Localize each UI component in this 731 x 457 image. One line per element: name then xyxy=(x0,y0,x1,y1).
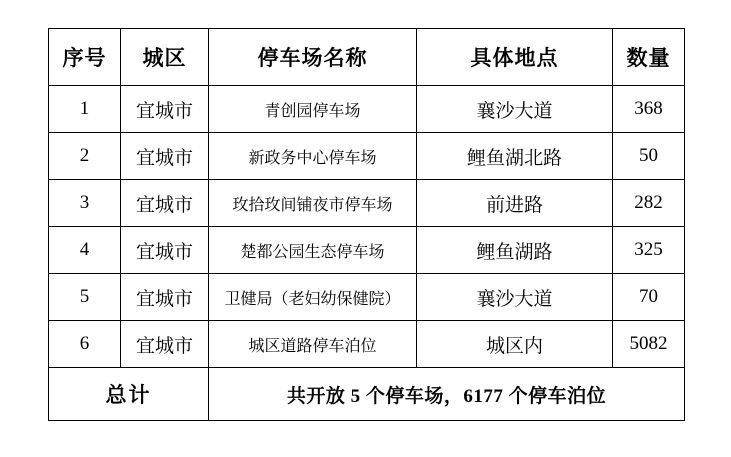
column-header-count: 数量 xyxy=(613,29,685,86)
cell-seq: 3 xyxy=(49,180,121,227)
cell-name: 城区道路停车泊位 xyxy=(209,321,417,368)
parking-lot-table xyxy=(48,28,685,421)
table-row xyxy=(49,321,685,368)
cell-count: 282 xyxy=(613,180,685,227)
table-total-row xyxy=(49,368,685,421)
cell-count: 325 xyxy=(613,227,685,274)
cell-district: 宜城市 xyxy=(121,274,209,321)
table-row xyxy=(49,274,685,321)
cell-seq: 2 xyxy=(49,133,121,180)
cell-location: 鲤鱼湖路 xyxy=(417,227,613,274)
cell-count: 368 xyxy=(613,86,685,133)
cell-name: 卫健局（老妇幼保健院） xyxy=(209,274,417,321)
cell-seq: 6 xyxy=(49,321,121,368)
table-row xyxy=(49,227,685,274)
cell-location: 鲤鱼湖北路 xyxy=(417,133,613,180)
cell-location: 前进路 xyxy=(417,180,613,227)
cell-location: 襄沙大道 xyxy=(417,86,613,133)
cell-district: 宜城市 xyxy=(121,86,209,133)
cell-district: 宜城市 xyxy=(121,180,209,227)
table-row xyxy=(49,133,685,180)
cell-location: 襄沙大道 xyxy=(417,274,613,321)
column-header-location: 具体地点 xyxy=(417,29,613,86)
cell-location: 城区内 xyxy=(417,321,613,368)
cell-name: 楚都公园生态停车场 xyxy=(209,227,417,274)
cell-seq: 1 xyxy=(49,86,121,133)
cell-district: 宜城市 xyxy=(121,321,209,368)
cell-count: 5082 xyxy=(613,321,685,368)
table-header-row xyxy=(49,29,685,86)
column-header-name: 停车场名称 xyxy=(209,29,417,86)
column-header-district: 城区 xyxy=(121,29,209,86)
total-label: 总计 xyxy=(49,368,209,421)
cell-name: 青创园停车场 xyxy=(209,86,417,133)
cell-seq: 5 xyxy=(49,274,121,321)
cell-count: 50 xyxy=(613,133,685,180)
total-summary: 共开放 5 个停车场，6177 个停车泊位 xyxy=(209,368,685,421)
cell-name: 玫拾玫间铺夜市停车场 xyxy=(209,180,417,227)
table-row xyxy=(49,180,685,227)
cell-name: 新政务中心停车场 xyxy=(209,133,417,180)
cell-district: 宜城市 xyxy=(121,133,209,180)
column-header-seq: 序号 xyxy=(49,29,121,86)
cell-count: 70 xyxy=(613,274,685,321)
cell-district: 宜城市 xyxy=(121,227,209,274)
cell-seq: 4 xyxy=(49,227,121,274)
table-row xyxy=(49,86,685,133)
